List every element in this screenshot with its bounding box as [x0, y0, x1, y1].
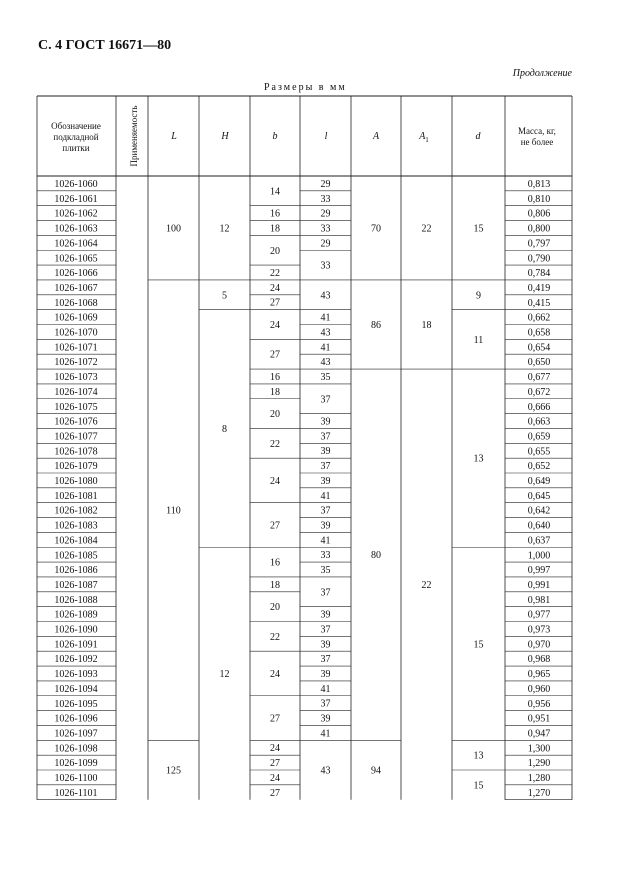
header-designation-3: плитки	[62, 143, 90, 153]
mass-cell: 0,649	[527, 476, 551, 487]
mass-cell: 0,810	[527, 193, 551, 205]
b-cell: 24	[270, 772, 280, 784]
mass-cell: 0,642	[527, 505, 551, 517]
l-cell: 35	[320, 565, 331, 577]
designation-cell: 1026-1094	[54, 683, 98, 695]
mass-cell: 0,652	[527, 461, 551, 473]
mass-cell: 0,662	[527, 312, 551, 324]
l-cell: 33	[320, 260, 331, 272]
mass-cell: 0,991	[527, 579, 551, 591]
l-cell: 37	[320, 431, 331, 443]
mass-cell: 0,800	[527, 223, 551, 235]
mass-cell: 0,666	[527, 401, 551, 413]
designation-cell: 1026-1065	[54, 253, 98, 265]
table-header	[51, 106, 556, 167]
l-cell: 41	[320, 342, 331, 354]
d-cell: 15	[473, 780, 484, 792]
l-cell: 37	[320, 394, 331, 406]
H-cell: 12	[219, 668, 230, 680]
designation-cell: 1026-1077	[54, 431, 98, 443]
l-cell: 39	[320, 639, 331, 651]
d-cell: 15	[473, 639, 484, 651]
designation-cell: 1026-1085	[54, 550, 98, 562]
b-cell: 20	[270, 245, 280, 257]
sizes-caption: Размеры в мм	[264, 82, 347, 93]
designation-cell: 1026-1069	[54, 312, 98, 324]
mass-cell: 0,977	[527, 609, 551, 621]
H-cell: 8	[222, 423, 227, 435]
l-cell: 39	[320, 609, 331, 621]
designation-cell: 1026-1087	[54, 579, 98, 591]
l-cell: 37	[320, 654, 331, 666]
b-cell: 14	[270, 186, 280, 198]
designation-cell: 1026-1089	[54, 609, 98, 621]
l-cell: 39	[320, 713, 331, 725]
designation-cell: 1026-1076	[54, 416, 98, 428]
A-cell: 86	[371, 320, 381, 331]
b-cell: 24	[270, 743, 280, 755]
designation-cell: 1026-1073	[54, 372, 98, 384]
designation-cell: 1026-1071	[54, 342, 98, 354]
designation-cell: 1026-1067	[54, 282, 98, 294]
b-cell: 27	[270, 520, 280, 532]
mass-cell: 0,650	[527, 357, 551, 369]
l-cell: 41	[320, 312, 331, 324]
continuation-label: Продолжение	[512, 68, 572, 79]
A1-cell: 18	[421, 320, 432, 331]
mass-cell: 1,270	[527, 787, 551, 799]
header-A1-letter: A	[419, 131, 426, 142]
mass-cell: 0,997	[527, 565, 551, 577]
table-grid	[37, 96, 572, 800]
header-A1-subscript: 1	[425, 136, 429, 144]
l-cell: 41	[320, 683, 331, 695]
l-cell: 39	[320, 668, 331, 680]
l-cell: 39	[320, 446, 331, 458]
mass-cell: 0,973	[527, 624, 551, 636]
l-cell: 37	[320, 461, 331, 473]
designation-cell: 1026-1066	[54, 268, 98, 280]
H-cell: 12	[219, 223, 230, 235]
designation-cell: 1026-1082	[54, 505, 98, 517]
d-cell: 13	[473, 750, 484, 762]
header-d: d	[475, 131, 481, 142]
L-cell: 100	[166, 223, 181, 235]
header-l: l	[324, 131, 328, 142]
page-header: С. 4 ГОСТ 16671—80	[38, 38, 172, 53]
l-cell: 33	[320, 550, 331, 562]
b-cell: 22	[270, 631, 280, 643]
designation-cell: 1026-1090	[54, 624, 98, 636]
mass-cell: 1,280	[527, 773, 551, 784]
mass-cell: 0,419	[527, 282, 551, 294]
A-cell: 94	[371, 765, 381, 777]
mass-cell: 1,290	[527, 758, 551, 770]
b-cell: 24	[270, 475, 280, 487]
mass-cell: 0,981	[527, 594, 551, 606]
mass-cell: 0,956	[527, 698, 551, 710]
l-cell: 41	[320, 728, 331, 740]
mass-cell: 0,965	[527, 669, 551, 681]
d-cell: 9	[476, 290, 481, 302]
l-cell: 33	[320, 193, 331, 205]
A1-cell: 22	[421, 223, 432, 235]
designation-cell: 1026-1081	[54, 490, 98, 502]
l-cell: 41	[320, 535, 331, 547]
mass-cell: 0,806	[527, 208, 551, 220]
b-cell: 22	[270, 268, 280, 280]
l-cell: 35	[320, 371, 331, 383]
l-cell: 43	[320, 357, 331, 369]
b-cell: 16	[270, 557, 280, 569]
designation-cell: 1026-1098	[54, 743, 98, 755]
designation-cell: 1026-1088	[54, 594, 98, 606]
l-cell: 37	[320, 624, 331, 636]
mass-cell: 0,663	[527, 416, 551, 428]
header-b: b	[272, 131, 278, 142]
l-cell: 29	[320, 208, 331, 220]
l-cell: 29	[320, 178, 331, 190]
A-cell: 80	[371, 550, 381, 562]
mass-cell: 0,677	[527, 372, 551, 384]
b-cell: 18	[270, 579, 280, 591]
mass-cell: 0,659	[527, 431, 551, 443]
mass-cell: 0,654	[527, 342, 551, 354]
header-mass-2: не более	[520, 137, 554, 147]
mass-cell: 0,947	[527, 728, 551, 740]
l-cell: 33	[320, 223, 331, 235]
header-A1	[418, 131, 429, 144]
mass-cell: 0,960	[527, 683, 551, 695]
A1-cell: 22	[421, 579, 432, 591]
designation-cell: 1026-1072	[54, 357, 98, 369]
designation-cell: 1026-1078	[54, 446, 98, 458]
l-cell: 39	[320, 520, 331, 532]
designation-cell: 1026-1083	[54, 520, 98, 532]
mass-cell: 0,951	[527, 713, 551, 725]
designation-cell: 1026-1080	[54, 476, 98, 487]
mass-cell: 0,797	[527, 238, 551, 250]
header-H: H	[221, 131, 229, 142]
designation-cell: 1026-1084	[54, 535, 98, 547]
b-cell: 20	[270, 409, 280, 421]
designation-cell: 1026-1060	[54, 179, 98, 190]
l-cell: 43	[320, 327, 331, 339]
mass-cell: 0,637	[527, 535, 551, 547]
b-cell: 20	[270, 602, 280, 614]
header-designation-1: Обозначение	[51, 121, 101, 131]
mass-cell: 0,645	[527, 490, 551, 502]
H-cell: 5	[222, 290, 227, 302]
designation-cell: 1026-1097	[54, 728, 98, 740]
l-cell: 37	[320, 587, 331, 599]
mass-cell: 0,640	[527, 520, 551, 532]
b-cell: 27	[270, 297, 280, 309]
mass-cell: 0,658	[527, 327, 551, 339]
designation-cell: 1026-1096	[54, 713, 98, 725]
d-cell: 13	[473, 453, 484, 465]
b-cell: 24	[270, 668, 280, 680]
table-body	[54, 179, 550, 799]
designation-cell: 1026-1091	[54, 639, 98, 651]
designation-cell: 1026-1079	[54, 461, 98, 473]
l-cell: 39	[320, 416, 331, 428]
designation-cell: 1026-1092	[54, 654, 98, 666]
l-cell: 39	[320, 475, 331, 487]
header-applicability: Применяемость	[129, 105, 139, 167]
A-cell: 70	[371, 223, 381, 235]
b-cell: 16	[270, 371, 280, 383]
mass-cell: 0,655	[527, 446, 551, 458]
designation-cell: 1026-1101	[54, 787, 98, 799]
l-cell: 43	[320, 765, 331, 777]
b-cell: 27	[270, 349, 280, 361]
designation-cell: 1026-1074	[54, 386, 98, 398]
designation-cell: 1026-1062	[54, 208, 98, 220]
header-A: A	[372, 131, 380, 142]
mass-cell: 0,968	[527, 654, 551, 666]
b-cell: 18	[270, 386, 280, 398]
mass-cell: 0,415	[527, 297, 551, 309]
l-cell: 37	[320, 505, 331, 517]
mass-cell: 1,000	[527, 550, 551, 562]
designation-cell: 1026-1061	[54, 193, 98, 205]
L-cell: 125	[166, 765, 181, 777]
d-cell: 15	[473, 223, 484, 235]
b-cell: 24	[270, 282, 280, 294]
header-L: L	[171, 131, 177, 142]
b-cell: 27	[270, 758, 280, 770]
mass-cell: 0,784	[527, 268, 551, 280]
l-cell: 43	[320, 290, 331, 302]
mass-cell: 0,970	[527, 639, 551, 651]
mass-cell: 1,300	[527, 743, 551, 755]
designation-cell: 1026-1068	[54, 297, 98, 309]
mass-cell: 0,672	[527, 386, 551, 398]
designation-cell: 1026-1064	[54, 238, 98, 250]
designation-cell: 1026-1075	[54, 401, 98, 413]
header-designation-2: подкладной	[53, 132, 99, 142]
designation-cell: 1026-1095	[54, 698, 98, 710]
b-cell: 27	[270, 713, 280, 725]
b-cell: 24	[270, 320, 280, 331]
designation-cell: 1026-1070	[54, 327, 98, 339]
b-cell: 18	[270, 223, 280, 235]
b-cell: 22	[270, 438, 280, 450]
designation-cell: 1026-1099	[54, 758, 98, 770]
l-cell: 37	[320, 698, 331, 710]
designation-cell: 1026-1093	[54, 669, 98, 681]
b-cell: 16	[270, 208, 280, 220]
d-cell: 11	[473, 334, 484, 346]
mass-cell: 0,813	[527, 179, 551, 190]
l-cell: 29	[320, 238, 331, 250]
header-mass-1: Масса, кг,	[518, 126, 556, 136]
mass-cell: 0,790	[527, 253, 551, 265]
designation-cell: 1026-1086	[54, 565, 98, 577]
b-cell: 27	[270, 787, 280, 799]
l-cell: 41	[320, 490, 331, 502]
L-cell: 110	[166, 505, 181, 517]
designation-cell: 1026-1063	[54, 223, 98, 235]
designation-cell: 1026-1100	[54, 773, 98, 784]
